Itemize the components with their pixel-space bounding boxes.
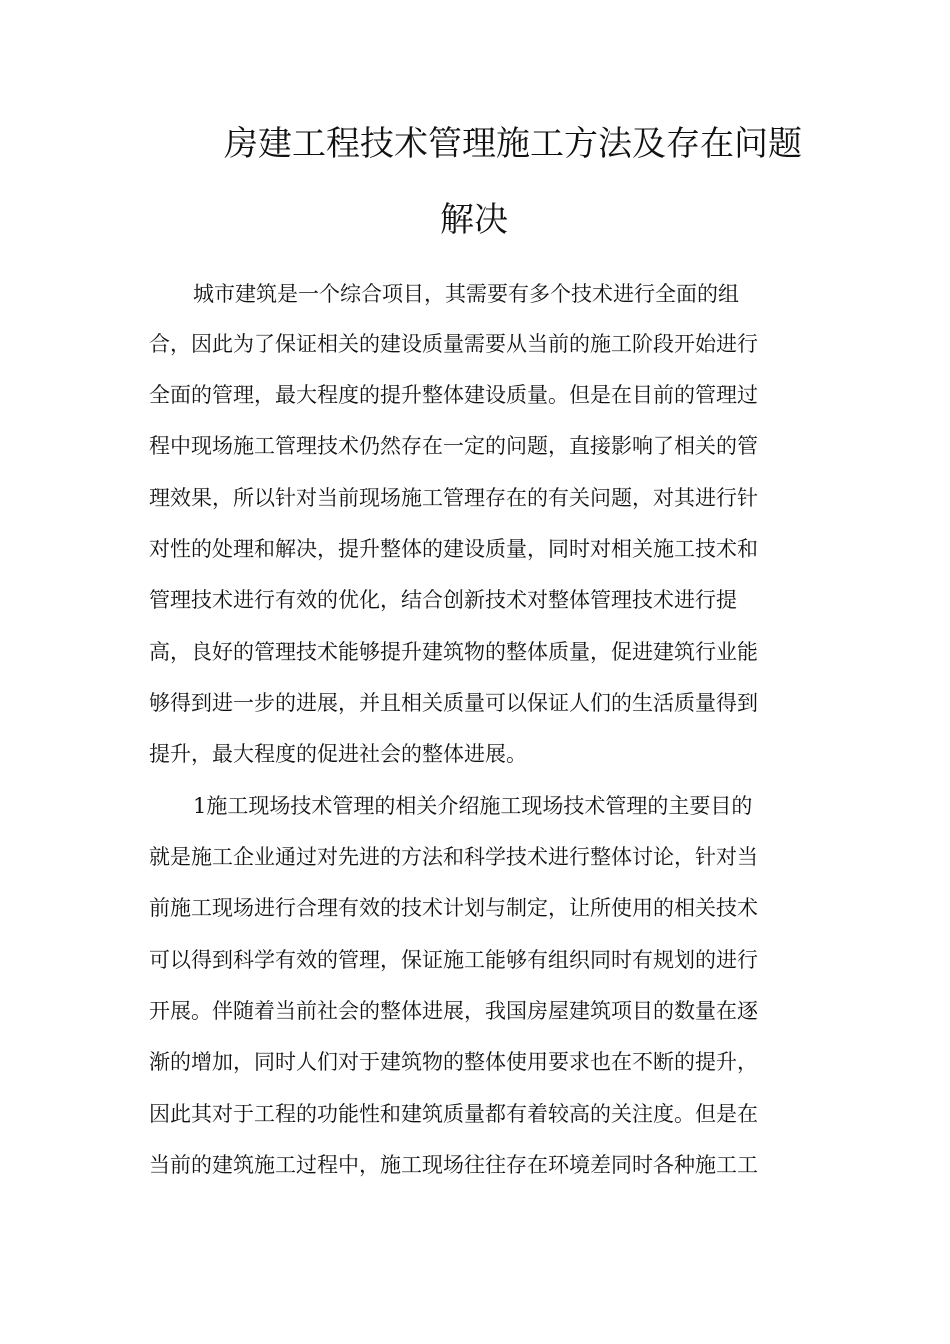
paragraph-2-line: 前施工现场进行合理有效的技术计划与制定，让所使用的相关技术 — [149, 896, 758, 920]
document-title-line-1: 房建工程技术管理施工方法及存在问题 — [224, 124, 802, 164]
paragraph-1-line: 全面的管理，最大程度的提升整体建设质量。但是在目前的管理过 — [149, 383, 758, 407]
paragraph-1-line: 提升，最大程度的促进社会的整体进展。 — [149, 742, 527, 766]
paragraph-1-line: 合，因此为了保证相关的建设质量需要从当前的施工阶段开始进行 — [149, 332, 758, 356]
paragraph-2-line: 当前的建筑施工过程中，施工现场往往存在环境差同时各种施工工 — [149, 1153, 758, 1177]
paragraph-1-line: 高，良好的管理技术能够提升建筑物的整体质量，促进建筑行业能 — [149, 640, 758, 664]
paragraph-2-line: 因此其对于工程的功能性和建筑质量都有着较高的关注度。但是在 — [149, 1102, 758, 1126]
paragraph-1-line: 够得到进一步的进展，并且相关质量可以保证人们的生活质量得到 — [149, 691, 758, 715]
paragraph-2-line: 就是施工企业通过对先进的方法和科学技术进行整体讨论，针对当 — [149, 845, 758, 869]
paragraph-2-line: 1施工现场技术管理的相关介绍施工现场技术管理的主要目的 — [193, 794, 753, 818]
paragraph-2-line: 渐的增加，同时人们对于建筑物的整体使用要求也在不断的提升， — [149, 1050, 758, 1074]
paragraph-1-line: 理效果，所以针对当前现场施工管理存在的有关问题，对其进行针 — [149, 486, 758, 510]
paragraph-1-line: 管理技术进行有效的优化，结合创新技术对整体管理技术进行提 — [149, 588, 737, 612]
paragraph-2-line: 可以得到科学有效的管理，保证施工能够有组织同时有规划的进行 — [149, 948, 758, 972]
paragraph-2-line: 开展。伴随着当前社会的整体进展，我国房屋建筑项目的数量在逐 — [149, 999, 758, 1023]
paragraph-1-line: 程中现场施工管理技术仍然存在一定的问题，直接影响了相关的管 — [149, 434, 758, 458]
paragraph-1-line: 对性的处理和解决，提升整体的建设质量，同时对相关施工技术和 — [149, 537, 758, 561]
paragraph-1-line: 城市建筑是一个综合项目，其需要有多个技术进行全面的组 — [193, 282, 739, 306]
document-title-line-2: 解决 — [440, 200, 508, 240]
